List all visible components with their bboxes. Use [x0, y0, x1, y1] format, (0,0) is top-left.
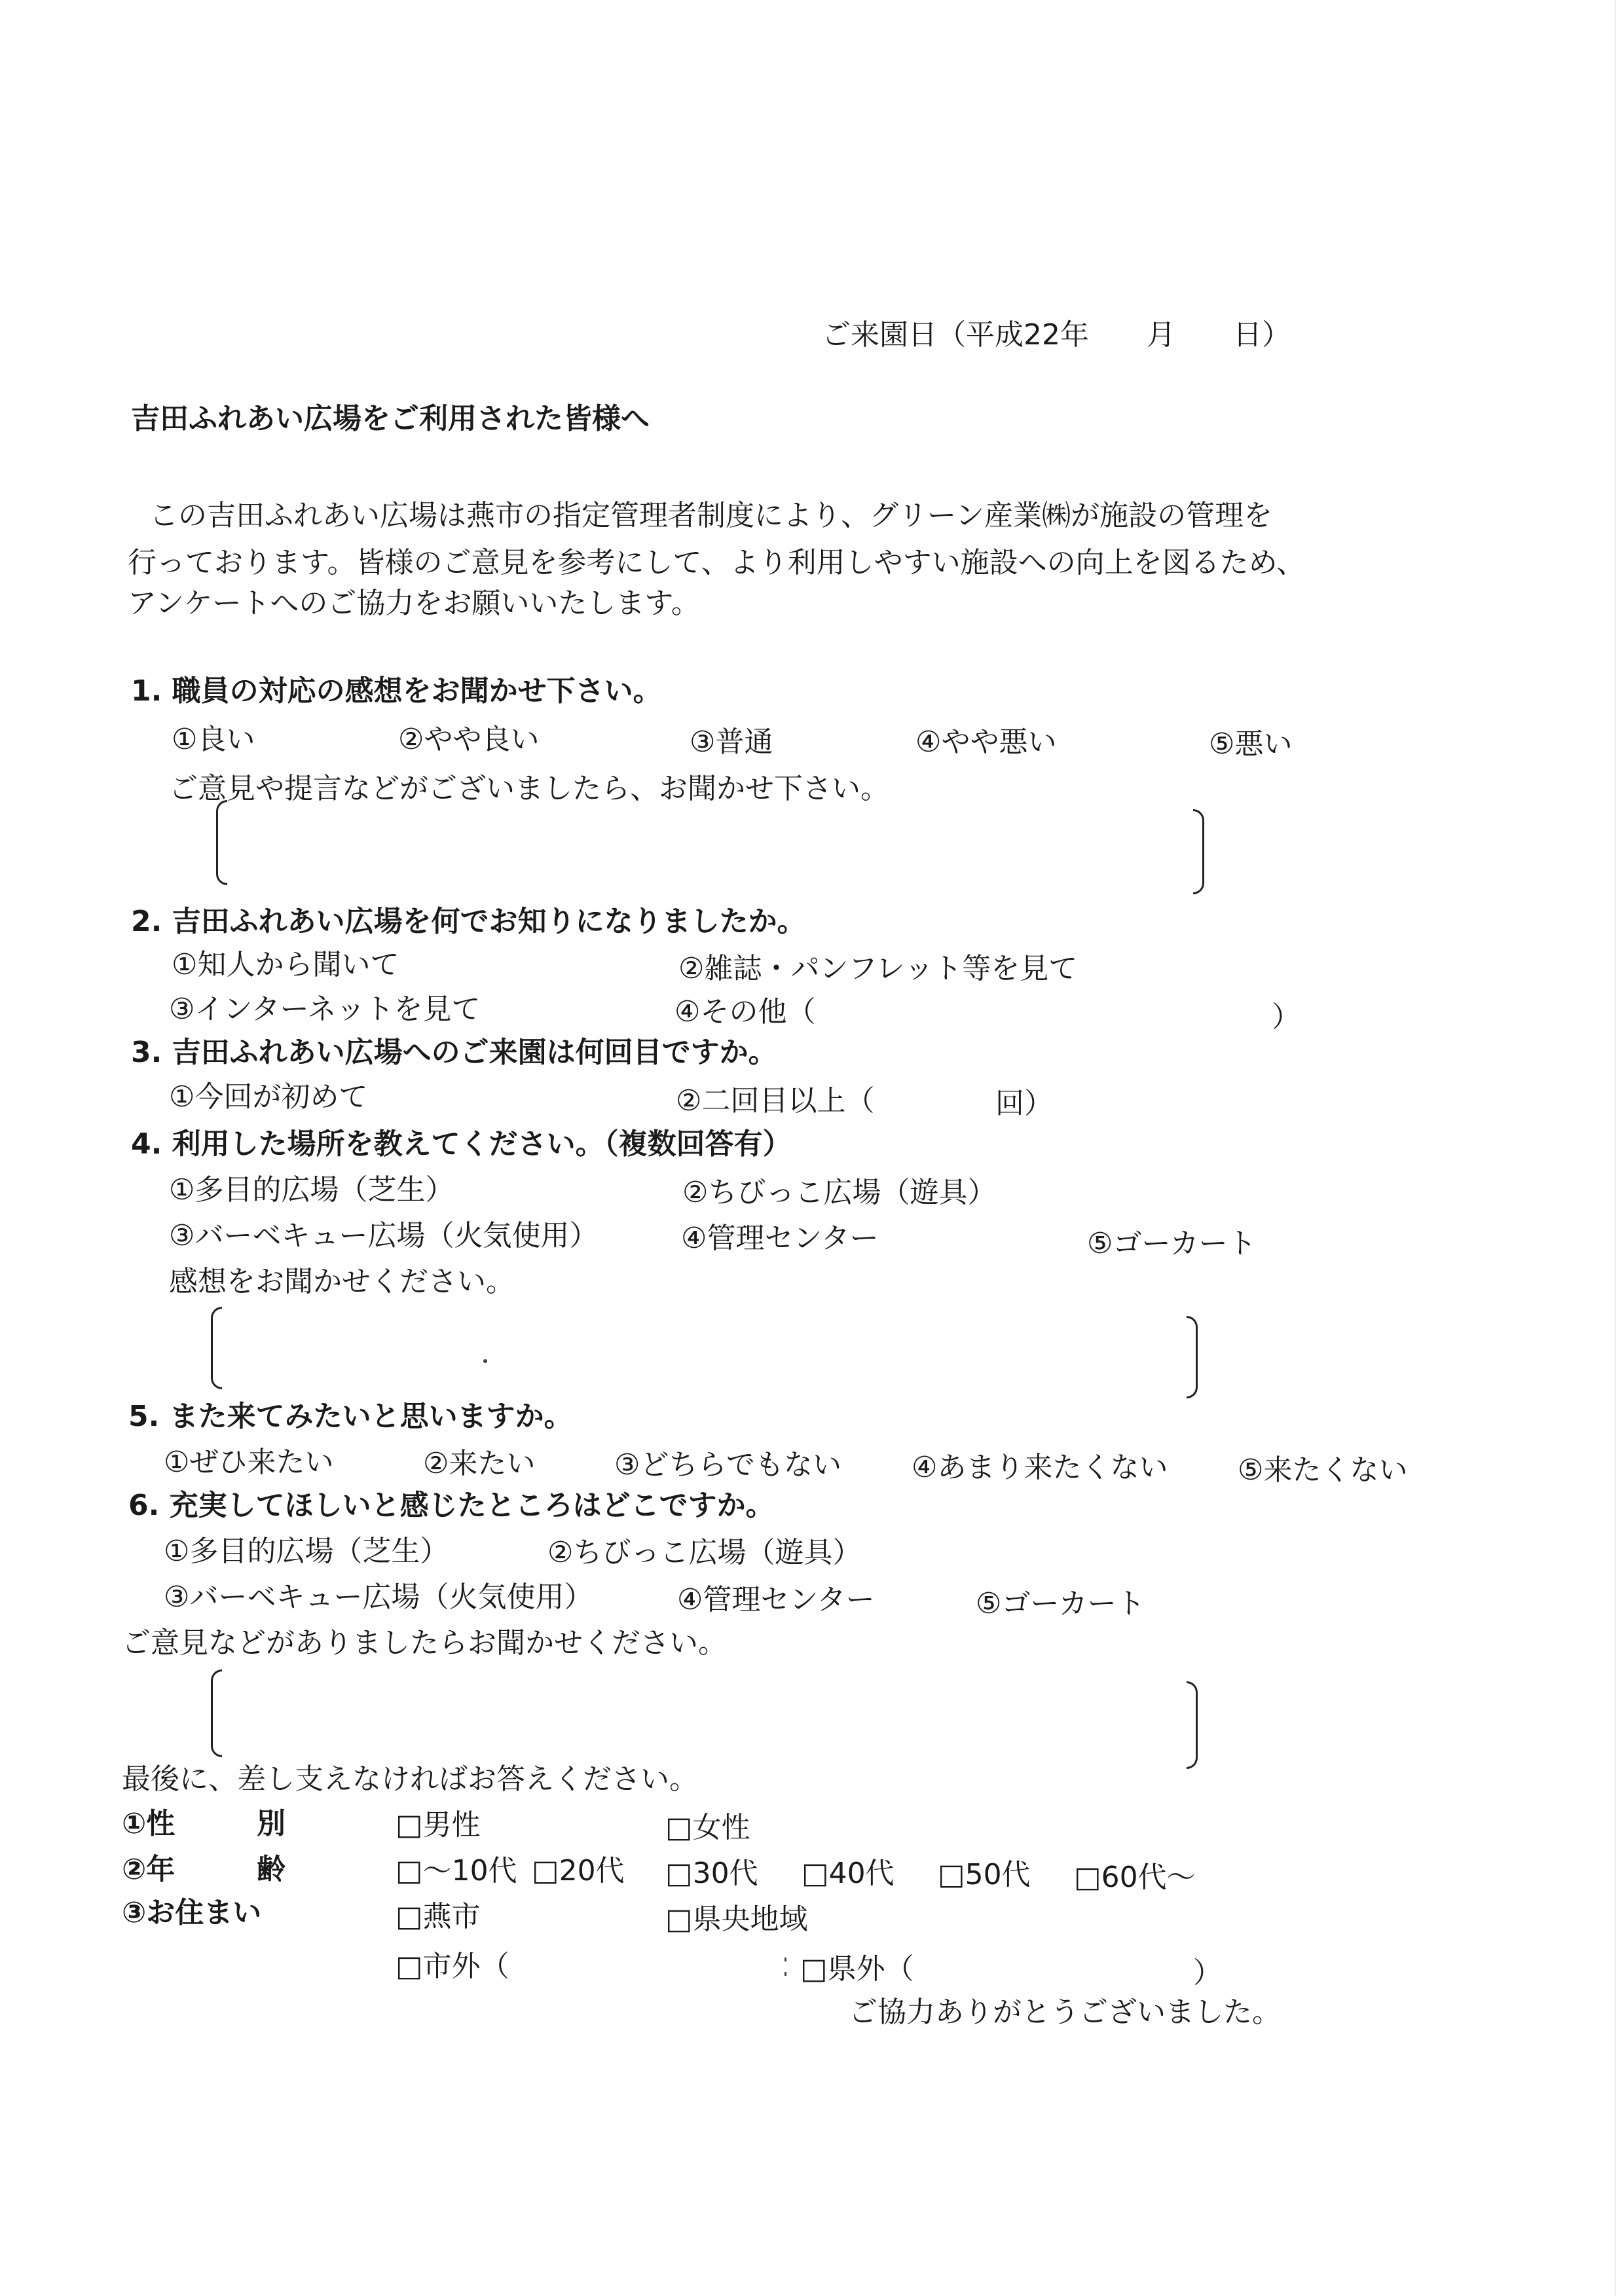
age-option-60s-plus[interactable]: □60代～	[1074, 1861, 1196, 1894]
q6-option-4[interactable]: ④管理センター	[677, 1583, 875, 1616]
q1-comment-bracket-left	[216, 800, 227, 885]
q3-option-2[interactable]: ②二回目以上（	[676, 1084, 875, 1118]
q1-option-5[interactable]: ⑤悪い	[1209, 727, 1293, 761]
q6-title: 6. 充実してほしいと感じたところはどこですか。	[128, 1489, 775, 1522]
q6-comment-bracket-right	[1187, 1681, 1198, 1769]
q1-comment-prompt: ご意見や提言などがございましたら、お聞かせ下さい。	[169, 772, 889, 805]
q6-comment-bracket-left	[211, 1669, 222, 1757]
q2-option-4-close: ）	[1272, 1000, 1301, 1034]
residence-option-outside-city[interactable]: □市外（	[396, 1950, 509, 1983]
scan-mark-2	[784, 1972, 786, 1976]
intro-line-1: この吉田ふれあい広場は燕市の指定管理者制度により、グリーン産業㈱が施設の管理を	[149, 499, 1273, 532]
q4-comment-bracket-right	[1187, 1316, 1198, 1398]
closing-thanks: ご協力ありがとうございました。	[849, 1995, 1281, 2029]
q5-option-4[interactable]: ④あまり来たくない	[912, 1451, 1168, 1484]
q6-option-3[interactable]: ③バーベキュー広場（火気使用）	[164, 1580, 593, 1614]
residence-option-kenou[interactable]: □県央地域	[665, 1903, 808, 1936]
q5-option-3[interactable]: ③どちらでもない	[614, 1448, 842, 1482]
residence-close-paren: ）	[1193, 1956, 1222, 1990]
q5-option-1[interactable]: ①ぜひ来たい	[164, 1446, 334, 1479]
q4-comment-prompt: 感想をお聞かせください。	[169, 1265, 515, 1298]
age-label-2: 齢	[257, 1853, 286, 1886]
q1-option-1[interactable]: ①良い	[172, 723, 255, 756]
scan-speck	[483, 1359, 487, 1363]
residence-option-outside-prefecture[interactable]: □県外（	[800, 1952, 914, 1986]
intro-line-3: アンケートへのご協力をお願いいたします。	[128, 587, 700, 620]
q2-title: 2. 吉田ふれあい広場を何でお知りになりましたか。	[131, 905, 806, 938]
gender-label: ①性	[122, 1807, 175, 1840]
gender-option-male[interactable]: □男性	[396, 1808, 481, 1842]
age-option-40s[interactable]: □40代	[802, 1857, 895, 1890]
q3-title: 3. 吉田ふれあい広場へのご来園は何回目ですか。	[131, 1036, 777, 1069]
q4-comment-bracket-left	[211, 1307, 222, 1389]
q2-option-1[interactable]: ①知人から聞いて	[172, 948, 399, 981]
intro-line-2: 行っております。皆様のご意見を参考にして、より利用しやすい施設への向上を図るため、	[128, 546, 1305, 579]
scan-edge-shadow	[1615, 0, 1616, 2296]
q6-option-2[interactable]: ②ちびっこ広場（遊具）	[547, 1536, 862, 1569]
residence-option-tsubame[interactable]: □燕市	[396, 1900, 481, 1933]
q6-comment-prompt: ご意見などがありましたらお聞かせください。	[122, 1626, 727, 1660]
gender-option-female[interactable]: □女性	[665, 1811, 750, 1844]
salutation: 吉田ふれあい広場をご利用された皆様へ	[131, 402, 650, 435]
q4-option-2[interactable]: ②ちびっこ広場（遊具）	[682, 1176, 997, 1209]
q5-option-2[interactable]: ②来たい	[423, 1447, 536, 1480]
age-option-50s[interactable]: □50代	[938, 1858, 1031, 1891]
age-label: ②年	[122, 1853, 175, 1886]
scan-mark-1	[784, 1958, 786, 1961]
q4-option-4[interactable]: ④管理センター	[681, 1222, 879, 1255]
q4-option-1[interactable]: ①多目的広場（芝生）	[169, 1173, 454, 1207]
demographics-prompt: 最後に、差し支えなければお答えください。	[122, 1762, 698, 1796]
age-option-under-10s[interactable]: □～10代	[396, 1854, 517, 1887]
q1-option-4[interactable]: ④やや悪い	[915, 725, 1057, 759]
q6-option-5[interactable]: ⑤ゴーカート	[976, 1587, 1145, 1620]
q5-title: 5. また来てみたいと思いますか。	[128, 1400, 573, 1433]
q6-option-1[interactable]: ①多目的広場（芝生）	[164, 1535, 449, 1568]
age-option-30s[interactable]: □30代	[665, 1857, 758, 1890]
q2-option-4[interactable]: ④その他（	[674, 995, 816, 1029]
q1-title: 1. 職員の対応の感想をお聞かせ下さい。	[131, 674, 662, 708]
q5-option-5[interactable]: ⑤来たくない	[1238, 1453, 1408, 1487]
q3-option-1[interactable]: ①今回が初めて	[169, 1080, 368, 1114]
gender-label-2: 別	[257, 1807, 286, 1840]
q1-option-2[interactable]: ②やや良い	[398, 723, 540, 756]
residence-label: ③お住まい	[122, 1896, 262, 1929]
q2-option-3[interactable]: ③インターネットを見て	[169, 993, 481, 1026]
q3-option-2-unit: 回）	[995, 1087, 1053, 1120]
q4-option-5[interactable]: ⑤ゴーカート	[1087, 1227, 1257, 1260]
visit-date: ご来園日（平成22年 月 日）	[822, 318, 1291, 352]
age-option-20s[interactable]: □20代	[532, 1854, 625, 1887]
q1-comment-bracket-right	[1193, 809, 1204, 894]
q2-option-2[interactable]: ②雑誌・パンフレット等を見て	[678, 952, 1078, 985]
q4-option-3[interactable]: ③バーベキュー広場（火気使用）	[169, 1219, 599, 1252]
q1-option-3[interactable]: ③普通	[690, 725, 773, 759]
q4-title: 4. 利用した場所を教えてください。（複数回答有）	[131, 1127, 792, 1161]
